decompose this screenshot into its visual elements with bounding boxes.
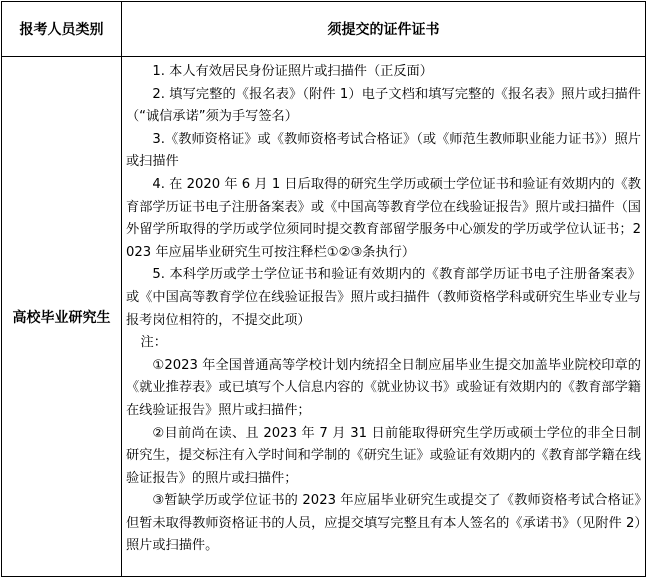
- document-item-4: 4. 在 2020 年 6 月 1 日后取得的研究生学历或硕士学位证书和验证有效期内的《教育部学历证书电子注册备案表》或《中国高等教育学位在线验证报告》照片或扫描件（国外留学所取得的学历或学位须同时提交教育部留学服务中心颁发的学历或学位认证书；2023 年应届毕业研究生可按注释栏①②③条执行）: [126, 176, 641, 260]
- table-header-row: [2, 2, 646, 57]
- note-item-3: ③暂缺学历或学位证书的 2023 年应届毕业研究生或提交了《教师资格考试合格证》但暂未取得教师资格证书的人员，应提交填写完整且有本人签名的《承诺书》（见附件 2）照片或扫描件。: [126, 493, 641, 554]
- document-item-1: 1. 本人有效居民身份证照片或扫描件（正反面）: [152, 64, 433, 79]
- note-label: 注：: [140, 335, 167, 351]
- note-item-1: ①2023 年全国普通高等学校计划内统招全日制应届毕业生提交加盖毕业院校印章的《就业推荐表》或已填写个人信息内容的《就业协议书》或验证有效期内的《教育部学籍在线验证报告》照片或扫描件；: [126, 357, 641, 418]
- note-item-2: ②目前尚在读、且 2023 年 7 月 31 日前能取得研究生学历或硕士学位的非全日制研究生，提交标注有入学时间和学制的《研究生证》或验证有效期内的《教育部学籍在线验证报告》的照片或扫描件；: [126, 425, 641, 486]
- document-item-3: 3.《教师资格证》或《教师资格考试合格证》（或《师范生教师职业能力证书》）照片或扫描件: [126, 131, 641, 170]
- row-category: 高校毕业研究生: [2, 57, 122, 577]
- header-documents: 须提交的证件证书: [122, 2, 646, 57]
- document-item-5: 5. 本科学历或学士学位证书和验证有效期内的《教育部学历证书电子注册备案表》或《中国高等教育学位在线验证报告》照片或扫描件（教师资格学科或研究生毕业专业与报考岗位相符的，不提交此项）: [126, 267, 641, 328]
- row-documents: [122, 57, 646, 577]
- header-category: 报考人员类别: [2, 2, 122, 57]
- table-row: [2, 57, 646, 577]
- requirements-table: [1, 1, 646, 577]
- document-item-2: 2. 填写完整的《报名表》（附件 1）电子文档和填写完整的《报名表》照片或扫描件（“诚信承诺”须为手写签名）: [126, 86, 641, 125]
